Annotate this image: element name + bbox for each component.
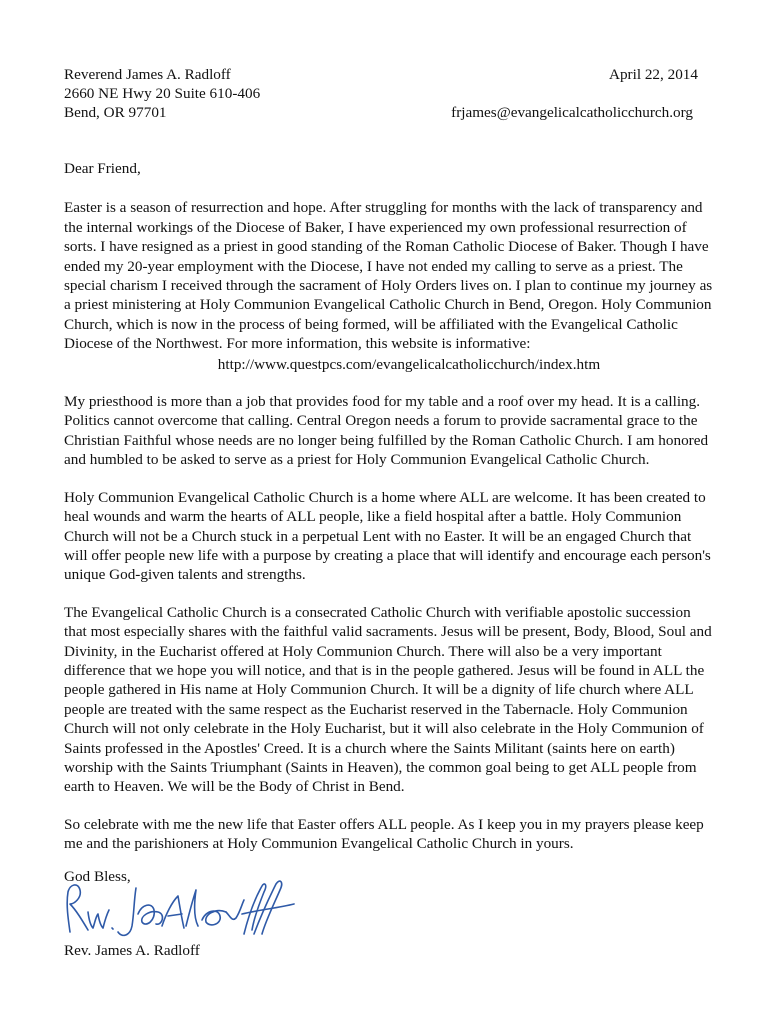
website-url: http://www.questpcs.com/evangelicalcatholicchurch/index.htm bbox=[217, 355, 601, 373]
salutation: Dear Friend, bbox=[64, 160, 141, 177]
sender-address-line2: Bend, OR 97701 bbox=[64, 104, 167, 121]
handwritten-signature bbox=[58, 874, 308, 946]
paragraph-3: Holy Communion Evangelical Catholic Church is a home where ALL are welcome. It has been created to heal wounds and warm the hearts of ALL people, like a field hospital after a battle. Holy Communion Church will not be a Church stuck in a perpetual Lent with no Easter. It will be an engaged Church that will offer people new life with a purpose by creating a place that will identify and encourage each person's unique God-given talents and strengths. bbox=[64, 488, 711, 584]
paragraph-2: My priesthood is more than a job that provides food for my table and a roof over my head. It is a calling. Politics cannot overcome that calling. Central Oregon needs a forum to provide sacramental grace to the Christian Faithful whose needs are no longer being fulfilled by the Roman Catholic Church. I am honored and humbled to be asked to serve as a priest for Holy Communion Evangelical Catholic Church. bbox=[64, 393, 709, 469]
sender-name: Reverend James A. Radloff bbox=[64, 66, 231, 83]
sender-address-line1: 2660 NE Hwy 20 Suite 610-406 bbox=[64, 85, 261, 102]
signature-name: Rev. James A. Radloff bbox=[64, 942, 200, 959]
letter-body bbox=[64, 159, 714, 872]
closing: God Bless, bbox=[64, 868, 131, 885]
sender-block bbox=[64, 65, 260, 122]
paragraph-5: So celebrate with me the new life that Easter offers ALL people. As I keep you in my prayers please keep me and the parishioners at Holy Communion Evangelical Catholic Church in yours. bbox=[64, 815, 704, 853]
sender-email: frjames@evangelicalcatholicchurch.org bbox=[451, 104, 693, 121]
paragraph-4: The Evangelical Catholic Church is a consecrated Catholic Church with verifiable apostolic succession that most especially shares with the faithful valid sacraments. Jesus will be present, Body, Blood, Soul and Divinity, in the Eucharist offered at Holy Communion Church. There will also be a very important difference that we hope you will notice, and that is in the people gathered. Jesus will be found in ALL the people gathered in His name at Holy Communion Church. It will be a dignity of life church where ALL people are treated with the same respect as the Eucharist reserved in the Tabernacle. Holy Communion Church will not only celebrate in the Holy Eucharist, but it will also celebrate in the Holy Communion of Saints professed in the Apostles' Creed. It is a church where the Saints Militant (saints here on earth) worship with the Saints Triumphant (Saints in Heaven), the common goal being to get ALL people from earth to Heaven. We will be the Body of Christ in Bend. bbox=[64, 603, 712, 796]
paragraph-1: Easter is a season of resurrection and hope. After struggling for months with the lack of transparency and the internal workings of the Diocese of Baker, I have experienced my own professional resurrection of sorts. I have resigned as a priest in good standing of the Roman Catholic Diocese of Baker. Though I have ended my 20-year employment with the Diocese, I have not ended my calling to serve as a priest. The special charism I received through the sacrament of Holy Orders lives on. I plan to continue my journey as a priest ministering at Holy Communion Evangelical Catholic Church in Bend, Oregon. Holy Communion Church, which is now in the process of being formed, will be affiliated with the Evangelical Catholic Diocese of the Northwest. For more information, this website is informative: bbox=[64, 199, 713, 353]
letter-date: April 22, 2014 bbox=[608, 66, 698, 83]
